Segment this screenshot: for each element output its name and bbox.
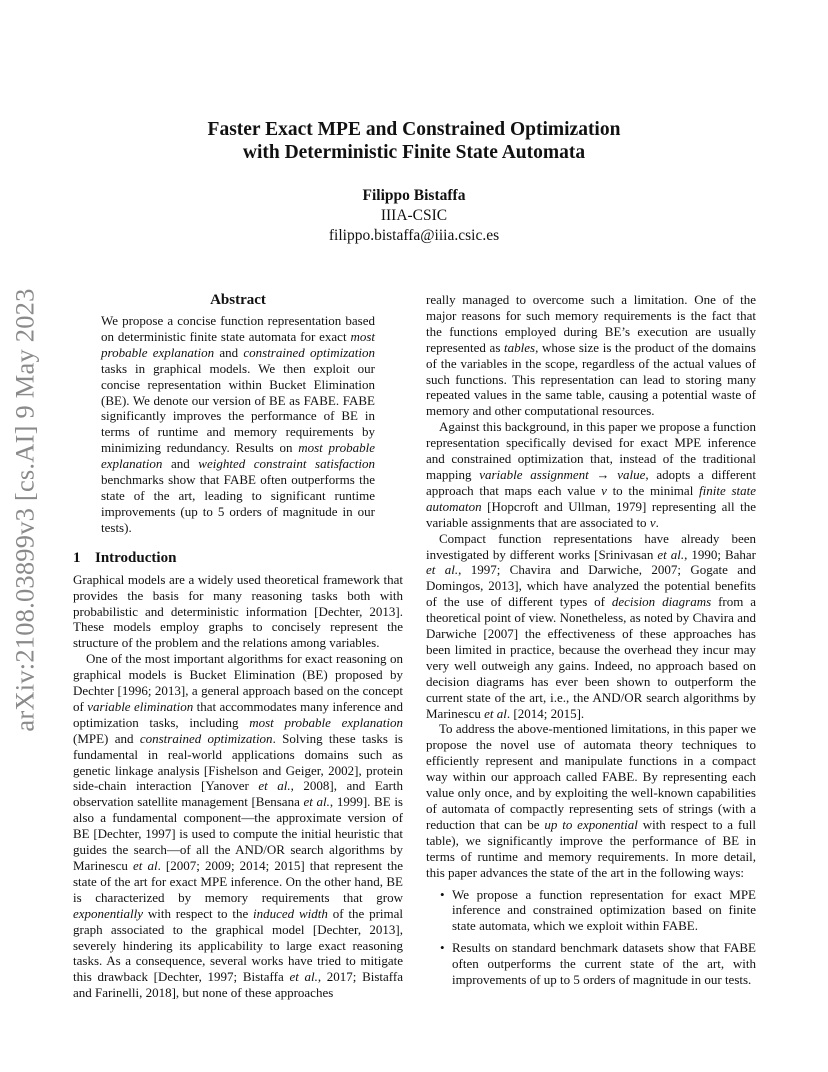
arxiv-id: arXiv:2108.03899v3 [cs.AI] 9 May 2023	[9, 288, 40, 732]
title-line-2: with Deterministic Finite State Automata	[242, 142, 586, 163]
intro-paragraph-2: One of the most important algorithms for exact reasoning on graphical models is Bucket Elimination (BE) proposed by Dechter [1996; 2013], a general approach based on the concept of variable elimination that accommodates many inference and optimization tasks, including most probable explanation (MPE) and constrained optimization. Solving these tasks is fundamental in real-world applications domains such as genetic linkage analysis [Fishelson and Geiger, 2002], protein side-chain interaction [Yanover et al., 2008], and Earth observation satellite management [Bensana et al., 1999]. BE is also a fundamental component—the approximate version of BE [Dechter, 1997] is used to compute the initial heuristic that guides the search—of all the AND/OR search algorithms by Marinescu et al. [2007; 2009; 2014; 2015] that represent the state of the art for exact MPE inference. On the other hand, BE is characterized by memory requirements that grow exponentially with respect to the induced width of the primal graph associated to the graphical model [Dechter, 2013], severely hindering its applicability to large exact reasoning tasks. As a consequence, several works have tried to mitigate this drawback [Dechter, 1997; Bistaffa et al., 2017; Bistaffa and Farinelli, 2018], but none of these approaches	[73, 651, 403, 1001]
abstract-heading: Abstract	[210, 292, 266, 308]
abstract-text: We propose a concise function representation based on deterministic finite state automata for exact most probable explanation and constrained optimization tasks in graphical models. We then exploit our concise representation within Bucket Elimination (BE). We denote our version of BE as FABE. FABE significantly improves the performance of BE in terms of runtime and memory requirements by minimizing redundancy. Results on most probable explanation and weighted constraint satisfaction benchmarks show that FABE often outperforms the state of the art, leading to significant runtime improvements (up to 5 orders of magnitude in our tests).	[101, 313, 375, 535]
contributions-list	[426, 887, 756, 988]
intro-paragraph-6: To address the above-mentioned limitations, in this paper we propose the novel use of automata theory techniques to efficiently represent and manipulate functions in a compact way within our approach called FABE. By representing each value only once, and by exploiting the well-known capabilities of automata of compactly representing sets of strings (with a reduction that can be up to exponential with respect to a full table), we significantly improve the performance of BE in terms of runtime and memory requirements. In more detail, this paper advances the state of the art in the following ways:	[426, 721, 756, 880]
list-item: • We propose a function representation for exact MPE inference and constrained optimization based on finite state automata, which we exploit within FABE.	[426, 887, 756, 935]
intro-paragraph-1: Graphical models are a widely used theoretical framework that provides the basis for many reasoning tasks both with probabilistic and deterministic information [Dechter, 2013]. These models employ graphs to concisely represent the structure of the problem and the relations among variables.	[73, 571, 403, 651]
author-block	[0, 186, 828, 246]
left-column	[73, 291, 403, 1001]
section-heading-introduction: 1 Introduction	[73, 549, 177, 566]
list-item: • Results on standard benchmark datasets show that FABE often outperforms the current state of the art, with improvements of up to 5 orders of magnitude in our tests.	[426, 940, 756, 988]
intro-paragraph-3: really managed to overcome such a limitation. One of the major reasons for such memory requirements is the fact that the functions employed during BE’s execution are usually represented as tables, whose size is the product of the domains of the variables in the scope, regardless of the actual values of such functions. This representation can lead to storing many repeated values in the same table, causing a potential waste of memory and other computational resources.	[426, 292, 756, 419]
intro-paragraph-4: Against this background, in this paper we propose a function representation specifically devised for exact MPE inference and constrained optimization that, instead of the traditional mapping variable assignment → value, adopts a different approach that maps each value v to the minimal finite state automaton [Hopcroft and Ullman, 1979] representing all the variable assignments that are associated to v.	[426, 419, 756, 530]
right-column	[426, 292, 756, 994]
author-affiliation: IIIA-CSIC	[380, 207, 448, 224]
paper-title	[0, 118, 828, 164]
arxiv-sidebar-stamp	[10, 270, 40, 750]
author-email[interactable]: filippo.bistaffa@iiia.csic.es	[328, 227, 500, 244]
intro-paragraph-5: Compact function representations have already been investigated by different works [Srinivasan et al., 1990; Bahar et al., 1997; Chavira and Darwiche, 2007; Gogate and Domingos, 2013], which have analyzed the potential benefits of the use of different types of decision diagrams from a theoretical point of view. Nonetheless, as noted by Chavira and Darwiche [2007] the effectiveness of these approaches has been limited in practice, because the overhead they incur may very well outweigh any gains. Indeed, no approach based on decision diagrams has ever been shown to outperform the current state of the art, i.e., the AND/OR search algorithms by Marinescu et al. [2014; 2015].	[426, 530, 756, 721]
title-line-1: Faster Exact MPE and Constrained Optimization	[207, 119, 621, 140]
author-name: Filippo Bistaffa	[362, 187, 466, 204]
